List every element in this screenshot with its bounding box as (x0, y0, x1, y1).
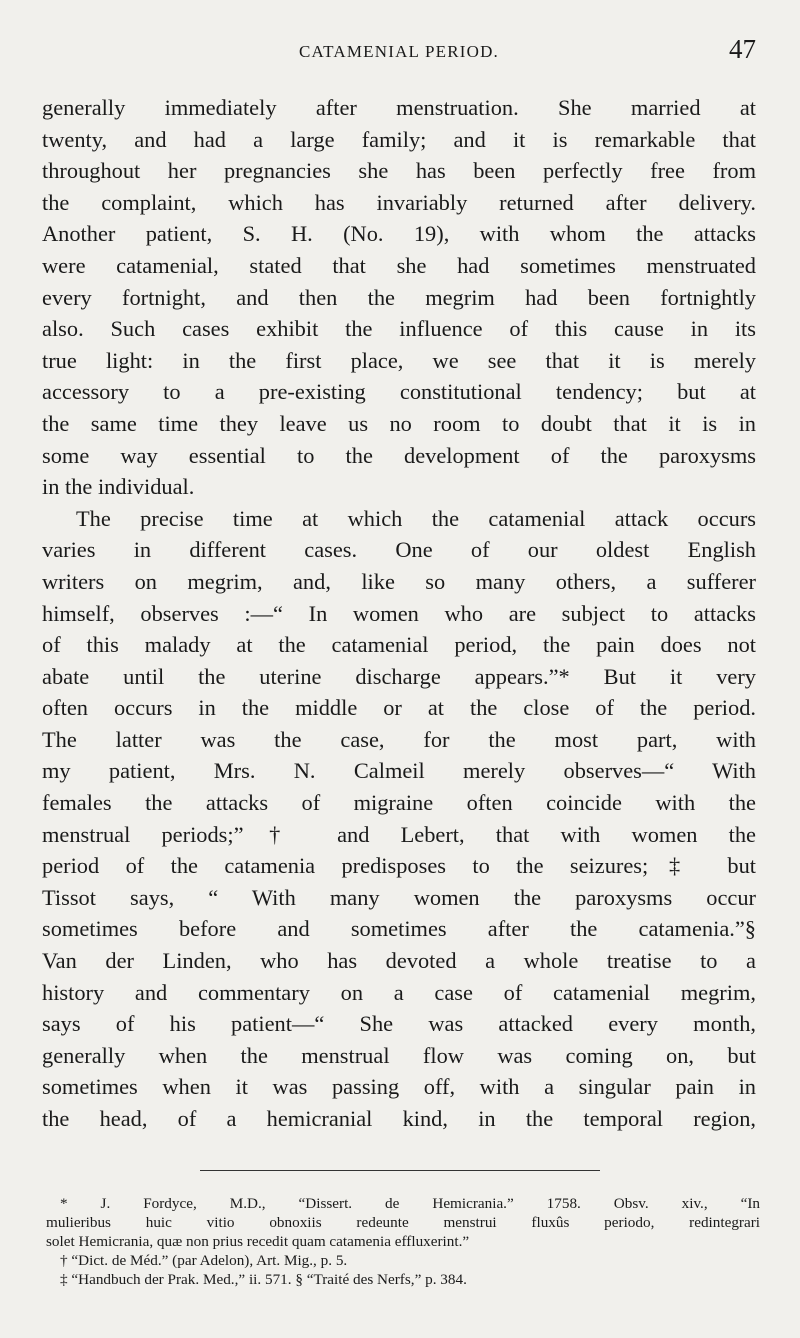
text-line: in the individual. (42, 474, 195, 500)
running-head (42, 34, 756, 74)
footnote-rule (200, 1170, 600, 1171)
text-line: says of his patient—“ She was attacked every month, (42, 1011, 756, 1037)
text-line: also. Such cases exhibit the influence of this cause in its (42, 316, 756, 342)
text-line: every fortnight, and then the megrim had been fortnightly (42, 284, 756, 310)
footnote-dict-med (46, 1251, 760, 1270)
text-line: the head, of a hemicranial kind, in the temporal region, (42, 1106, 756, 1131)
text-line: the complaint, which has invariably returned after delivery. (42, 189, 756, 215)
footnote-line: ‡ “Handbuch der Prak. Med.,” ii. 571. § “Traité des Nerfs,” p. 384. (60, 1271, 467, 1288)
text-line: The precise time at which the catamenial attack occurs (76, 505, 756, 531)
footnote-line: solet Hemicrania, quæ non prius recedit quam catamenia effluxerint.” (46, 1233, 470, 1250)
text-line: of this malady at the catamenial period, the pain does not (42, 632, 756, 658)
footnote-line: mulieribus huic vitio obnoxiis redeunte menstrui fluxûs periodo, redintegrari (46, 1214, 760, 1231)
text-line: varies in different cases. One of our oldest English (42, 537, 756, 563)
text-line: Tissot says, “ With many women the paroxysms occur (42, 884, 756, 910)
text-line: The latter was the case, for the most part, with (42, 726, 756, 752)
text-line: generally when the menstrual flow was coming on, but (42, 1042, 756, 1068)
text-line: Another patient, S. H. (No. 19), with whom the attacks (42, 221, 756, 247)
text-line: sometimes when it was passing off, with a singular pain in (42, 1074, 756, 1100)
paragraph (42, 503, 756, 1135)
text-line: generally immediately after menstruation. She married at (42, 95, 756, 120)
paragraph (42, 92, 756, 503)
footnote-handbuch (46, 1270, 760, 1289)
text-line: some way essential to the development of the paroxysms (42, 442, 756, 468)
text-line: Van der Linden, who has devoted a whole treatise to a (42, 948, 756, 974)
text-line: accessory to a pre-existing constitutional tendency; but at (42, 379, 756, 405)
text-line: my patient, Mrs. N. Calmeil merely observes—“ With (42, 758, 756, 784)
text-line: sometimes before and sometimes after the catamenia.”§ (42, 916, 756, 942)
text-line: history and commentary on a case of catamenial megrim, (42, 979, 756, 1005)
text-line: females the attacks of migraine often coincide with the (42, 790, 756, 816)
text-line: throughout her pregnancies she has been perfectly free from (42, 158, 756, 184)
running-title: CATAMENIAL PERIOD. (299, 42, 499, 61)
text-line: writers on megrim, and, like so many others, a sufferer (42, 568, 756, 594)
text-line: the same time they leave us no room to doubt that it is in (42, 410, 756, 436)
text-line: abate until the uterine discharge appears.”* But it very (42, 663, 756, 689)
text-line: often occurs in the middle or at the close of the period. (42, 695, 756, 721)
text-line: twenty, and had a large family; and it is remarkable that (42, 126, 756, 152)
footnote-fordyce (46, 1194, 760, 1251)
text-line: menstrual periods;”† and Lebert, that with women the (42, 821, 756, 847)
text-line: period of the catamenia predisposes to the seizures;‡ but (42, 853, 756, 879)
footnotes (46, 1194, 760, 1289)
page-number: 47 (729, 34, 756, 64)
text-line: were catamenial, stated that she had sometimes menstruated (42, 252, 756, 278)
text-line: true light: in the first place, we see that it is merely (42, 347, 756, 373)
text-line: himself, observes :—“ In women who are subject to attacks (42, 600, 756, 626)
footnote-line: † “Dict. de Méd.” (par Adelon), Art. Mig., p. 5. (60, 1252, 348, 1269)
footnote-line: * J. Fordyce, M.D., “Dissert. de Hemicrania.” 1758. Obsv. xiv., “In (60, 1195, 760, 1212)
body-text (42, 92, 756, 1135)
